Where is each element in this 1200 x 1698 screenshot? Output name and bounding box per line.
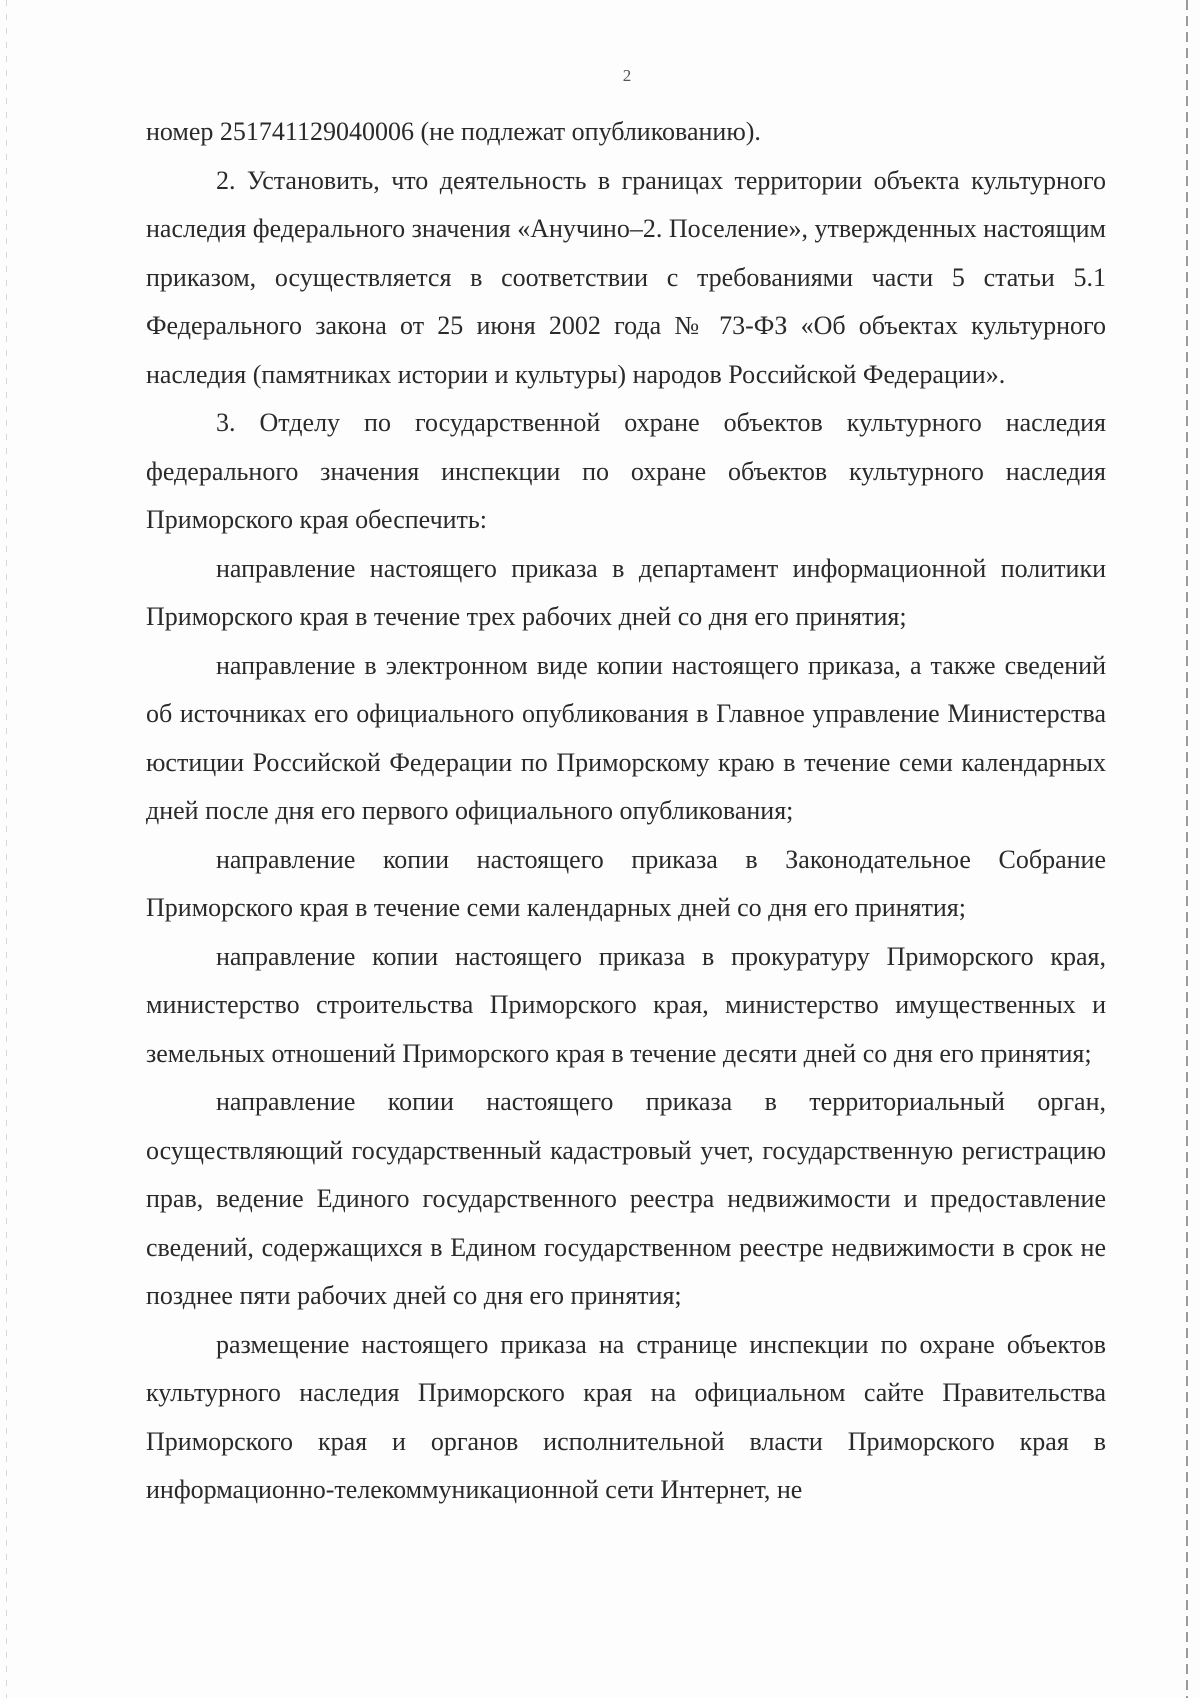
paragraph-subitem: направление настоящего приказа в департамент информационной политики Приморского края в течение трех рабочих дней со дня его принятия; [146,553,1106,631]
paragraph-subitem: направление в электронном виде копии настоящего приказа, а также сведений об источниках его официального опубликования в Главное управление Министерства юстиции Российской Федерации по Приморскому краю в течение семи календарных дней после дня его первого официального опубликования; [146,650,1106,825]
scan-edge-left [6,0,7,1698]
paragraph-subitem: направление копии настоящего приказа в Законодательное Собрание Приморского края в течение семи календарных дней со дня его принятия; [146,844,1106,922]
paragraph-subitem: размещение настоящего приказа на странице инспекции по охране объектов культурного наследия Приморского края на официальном сайте Правительства Приморского края и органов исполнительной власти Приморского края в информационно-телекоммуникационной сети Интернет, не [146,1329,1106,1504]
paragraph-item-3: 3. Отделу по государственной охране объектов культурного наследия федерального значения инспекции по охране объектов культурного наследия Приморского края обеспечить: [146,408,1106,534]
paragraph-continuation: номер 251741129040006 (не подлежат опубликованию). [146,117,761,146]
paragraph-subitem: направление копии настоящего приказа в прокуратуру Приморского края, министерство строительства Приморского края, министерство имущественных и земельных отношений Приморского края в течение десяти дней со дня его принятия; [146,941,1106,1068]
page-number: 2 [622,66,632,85]
paragraph-item-2: 2. Установить, что деятельность в границах территории объекта культурного наследия федерального значения «Анучино–2. Поселение», утвержденных настоящим приказом, осуществляется в соответствии с требованиями части 5 статьи 5.1 Федерального закона от 25 июня 2002 года № 73-ФЗ «Об объектах культурного наследия (памятниках истории и культуры) народов Российской Федерации». [146,165,1106,389]
paragraph-subitem: направление копии настоящего приказа в территориальный орган, осуществляющий государственный кадастровый учет, государственную регистрацию прав, ведение Единого государственного реестра недвижимости и предоставление сведений, содержащихся в Едином государственном реестре недвижимости в срок не позднее пяти рабочих дней со дня его принятия; [146,1087,1106,1310]
scan-edge-right [1186,0,1188,1698]
document-body [146,108,1106,1515]
